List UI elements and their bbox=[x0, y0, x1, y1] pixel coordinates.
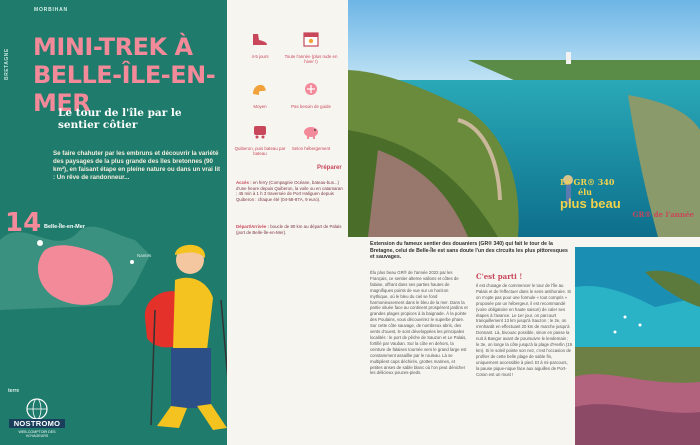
shoe-icon bbox=[250, 30, 270, 48]
info-season bbox=[283, 30, 339, 65]
gr-line-4: GR® de l'année bbox=[632, 210, 694, 219]
guide-label: Pas besoin de guide bbox=[291, 104, 331, 109]
info-budget bbox=[283, 122, 339, 151]
arm-icon bbox=[250, 80, 270, 98]
piggy-bank-icon bbox=[301, 122, 321, 140]
gr-line-3: plus beau bbox=[560, 196, 621, 211]
access-label: Accès : bbox=[236, 180, 252, 185]
subtitle: Le tour de l'île par le sentier côtier bbox=[58, 107, 182, 131]
info-difficulty bbox=[232, 80, 288, 109]
map-label: Belle-Île-en-Mer bbox=[44, 224, 85, 230]
prep-heading: Préparer bbox=[317, 165, 342, 171]
region-label: MORBIHAN bbox=[34, 7, 68, 13]
access-text: en ferry (Compagnie Océane, bateau-bus...) d'une heure depuis Quiberon, la voile ou en catamaran ; 45 min à 1 h 3 traversée de Port Haliguen depuis Quiberon : chaque été (04-58-87A, 9 euro). bbox=[236, 180, 343, 202]
left-panel bbox=[0, 0, 227, 445]
gr-headline bbox=[560, 177, 700, 219]
logo-name: NOSTROMO bbox=[9, 419, 65, 428]
page-title bbox=[33, 33, 218, 117]
title-line-2: BELLE-ÎLE-EN-MER bbox=[33, 61, 216, 117]
globe-icon bbox=[25, 398, 49, 420]
nostromo-logo bbox=[5, 398, 67, 440]
trek-number: 14 bbox=[5, 208, 42, 238]
article-intro: Extension du fameux sentier des douaniers (GR® 340) qui fait le tour de la Bretagne, celui de Belle-Île est sans doute l'un des circuits les plus pittoresques et sauvages. bbox=[370, 241, 568, 260]
depart-text: boucle de 80 km au départ de Palais (port de Belle-Île-en-Mer). bbox=[236, 224, 342, 235]
season-label: Toute l'année (plus rude en hiver !) bbox=[284, 54, 338, 65]
side-tag: BRETAGNE bbox=[4, 48, 10, 80]
info-transport bbox=[232, 122, 288, 157]
info-guide bbox=[283, 80, 339, 109]
train-icon bbox=[250, 122, 270, 140]
budget-label: Selon hébergement bbox=[291, 146, 331, 151]
duration-label: 4-5 jours bbox=[251, 54, 269, 59]
gr-line-2: élu bbox=[578, 187, 592, 197]
guide-icon bbox=[301, 80, 321, 98]
calendar-icon bbox=[301, 30, 321, 48]
article-column-2: Il est d'usage de commencer le tour de l'île au Palais et de l'effectuer dans le sens antihoraire. Si on n'opte pas pour une formule « tout compris » proposée par un hébergeur, il est recommandé (voire obligatoire en haute saison) de caler ses étapes à l'avance. Le 1er jour, on parcourt tranquillement 13 km jusqu'à Sauzon ; le 2e, on s'enhardit en effectuant 20 km de marche jusqu'à Donnant. Là, bivouac possible, sinon en passe la nuit à Bangor avant de poursuivre le lendemain ; le 3e, on longe la côte jusqu'à la plage d'Herlin (19 km). Si le soleil pointe son nez, c'est l'occasion de profiter de cette belle plage de sable fin, uniquement accessible à pied. Et à mi-parcours, la pause pique-nique face aux aiguilles de Port-Coton est un must ! bbox=[476, 283, 572, 377]
cove-photo bbox=[575, 237, 700, 445]
cove-image bbox=[575, 237, 700, 445]
transport-label: Quiberon, puis bateau par bateau bbox=[234, 146, 286, 157]
info-duration bbox=[232, 30, 288, 59]
depart-block bbox=[236, 224, 344, 235]
hiker-illustration bbox=[135, 240, 227, 445]
footer-tag: terre bbox=[8, 388, 20, 394]
title-line-1: MINI-TREK À bbox=[33, 33, 193, 61]
logo-tagline: WEB-COMPTOIR DES VOYAGEURS bbox=[18, 430, 56, 438]
difficulty-label: Moyen bbox=[253, 104, 267, 109]
gr-line-1: Le GR® 340 bbox=[560, 177, 615, 187]
depart-label: Départ/Arrivée : bbox=[236, 224, 269, 229]
article-column-1: Élu plus beau GR® de l'année 2022 par les Français, ce sentier alterne vallons et côtes de falaise, offrant dans ses parties hautes de magnifiques points de vue sur un horizon mythique, où le bleu du ciel se fond harmonieusement dans le bleu de la mer. Dans la partie située face au continent prospèrent jardins et grandes plages propices à la baignade. À la pointe des Poulains, vous découvrirez le superbe phare. Sur cette côte sauvage, de nombreux abris, des vents d'ouest, le sont développées les principales localités : le port de pêche de Sauzon et Le Palais, fortifié par Vauban. Sur la côte en dehors, la ceinture de falaises tournée vers le grand large est constamment assaillie par le rouleau. Là se multiplient caps déchirés, grottes marines, et petites anses de sable blanc où l'on peut dénicher les délicieux pouces-pieds. bbox=[370, 270, 468, 376]
parti-heading: C'est parti ! bbox=[476, 272, 523, 281]
map-city-label: Nantes bbox=[137, 253, 152, 258]
access-block bbox=[236, 180, 344, 202]
lead-text: Se faire chahuter par les embruns et découvrir la variété des paysages de la plus grande des îles bretonnes (90 km²), en faisant étape en pleine nature ou dans un vrai lit : Un rêve de randonneur... bbox=[53, 150, 221, 181]
